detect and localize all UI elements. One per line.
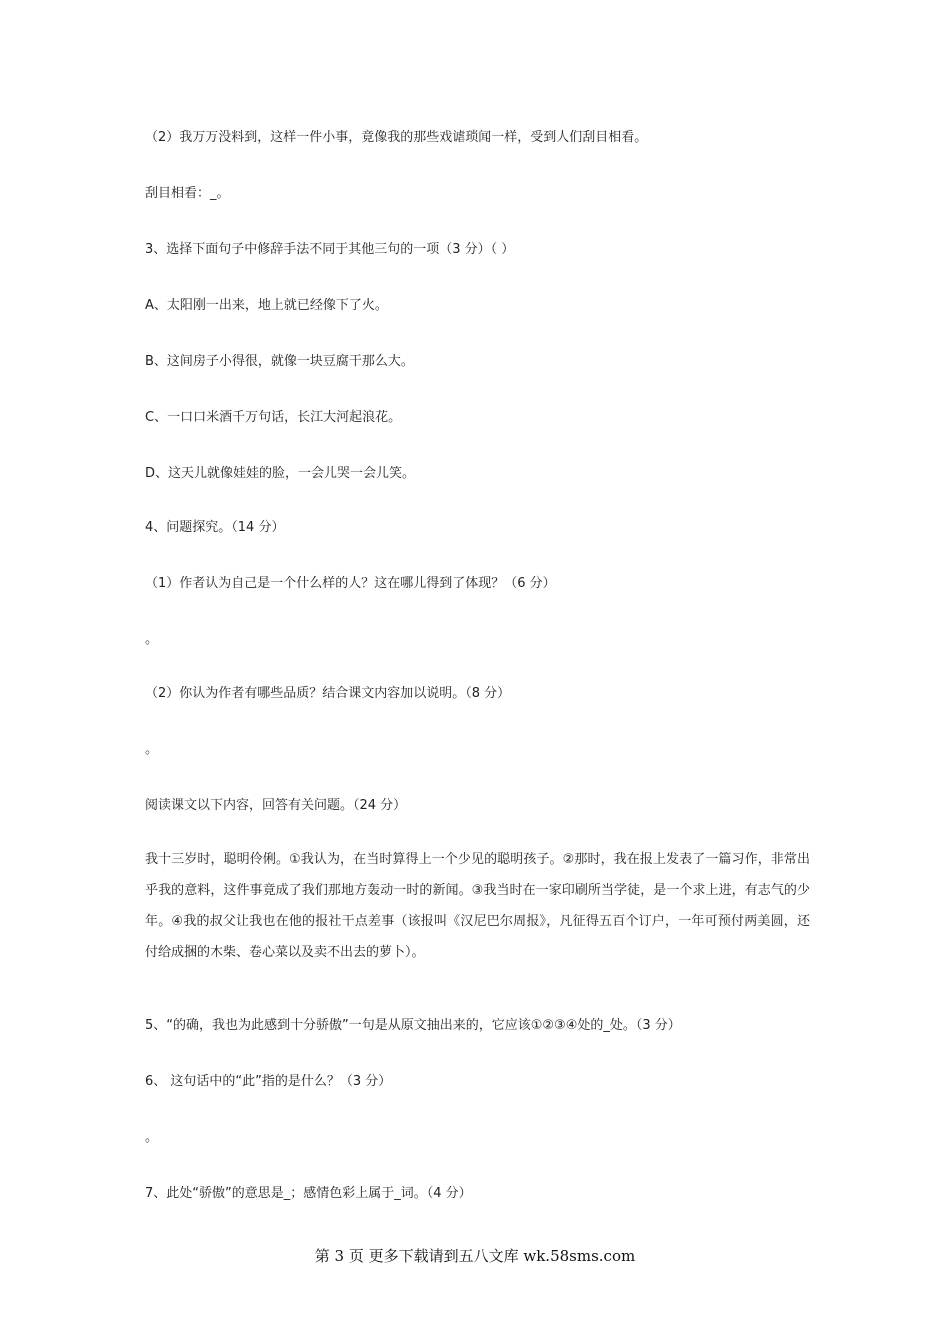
answer-blank-4-1: 。 bbox=[145, 632, 159, 647]
option-d: D、这天儿就像娃娃的脸，一会儿哭一会儿笑。 bbox=[145, 466, 416, 481]
option-a: A、太阳刚一出来，地上就已经像下了火。 bbox=[145, 298, 388, 313]
question-5: 5、“的确，我也为此感到十分骄傲”一句是从原文抽出来的，它应该①②③④处的_处。（3 分） bbox=[145, 1018, 681, 1033]
reading-passage: 我十三岁时，聪明伶俐。①我认为，在当时算得上一个少见的聪明孩子。②那时，我在报上发表了一篇习作，非常出乎我的意料，这件事竟成了我们那地方轰动一时的新闻。③我当时在一家印刷所当学徒，是一个求上进，有志气的少年。④我的叔父让我也在他的报社干点差事（该报叫《汉尼巴尔周报》，凡征得五百个订户，一年可预付两美圆，还付给成捆的木柴、卷心菜以及卖不出去的萝卜）。 bbox=[145, 852, 810, 960]
option-c: C、一口口米酒千万句话，长江大河起浪花。 bbox=[145, 410, 402, 425]
question-4: 4、问题探究。（14 分） bbox=[145, 520, 285, 535]
question-2-2: （2）我万万没料到，这样一件小事，竟像我的那些戏谑琐闻一样，受到人们刮目相看。 bbox=[145, 130, 648, 145]
answer-blank-4-2: 。 bbox=[145, 742, 159, 757]
question-6: 6、 这句话中的“此”指的是什么？（3 分） bbox=[145, 1074, 392, 1089]
question-4-1: （1）作者认为自己是一个什么样的人？这在哪儿得到了体现？（6 分） bbox=[145, 576, 556, 591]
question-3: 3、选择下面句子中修辞手法不同于其他三句的一项（3 分）（ ） bbox=[145, 242, 515, 257]
question-7: 7、此处“骄傲”的意思是_；感情色彩上属于_词。（4 分） bbox=[145, 1186, 472, 1201]
answer-blank-6: 。 bbox=[145, 1130, 159, 1145]
page-footer: 第 3 页 更多下载请到五八文库 wk.58sms.com bbox=[314, 1247, 636, 1265]
reading-instruction: 阅读课文以下内容，回答有关问题。（24 分） bbox=[145, 798, 407, 813]
answer-blank-2-2: 刮目相看：_。 bbox=[145, 186, 230, 201]
question-4-2: （2）你认为作者有哪些品质？结合课文内容加以说明。（8 分） bbox=[145, 686, 511, 701]
option-b: B、这间房子小得很，就像一块豆腐干那么大。 bbox=[145, 354, 414, 369]
